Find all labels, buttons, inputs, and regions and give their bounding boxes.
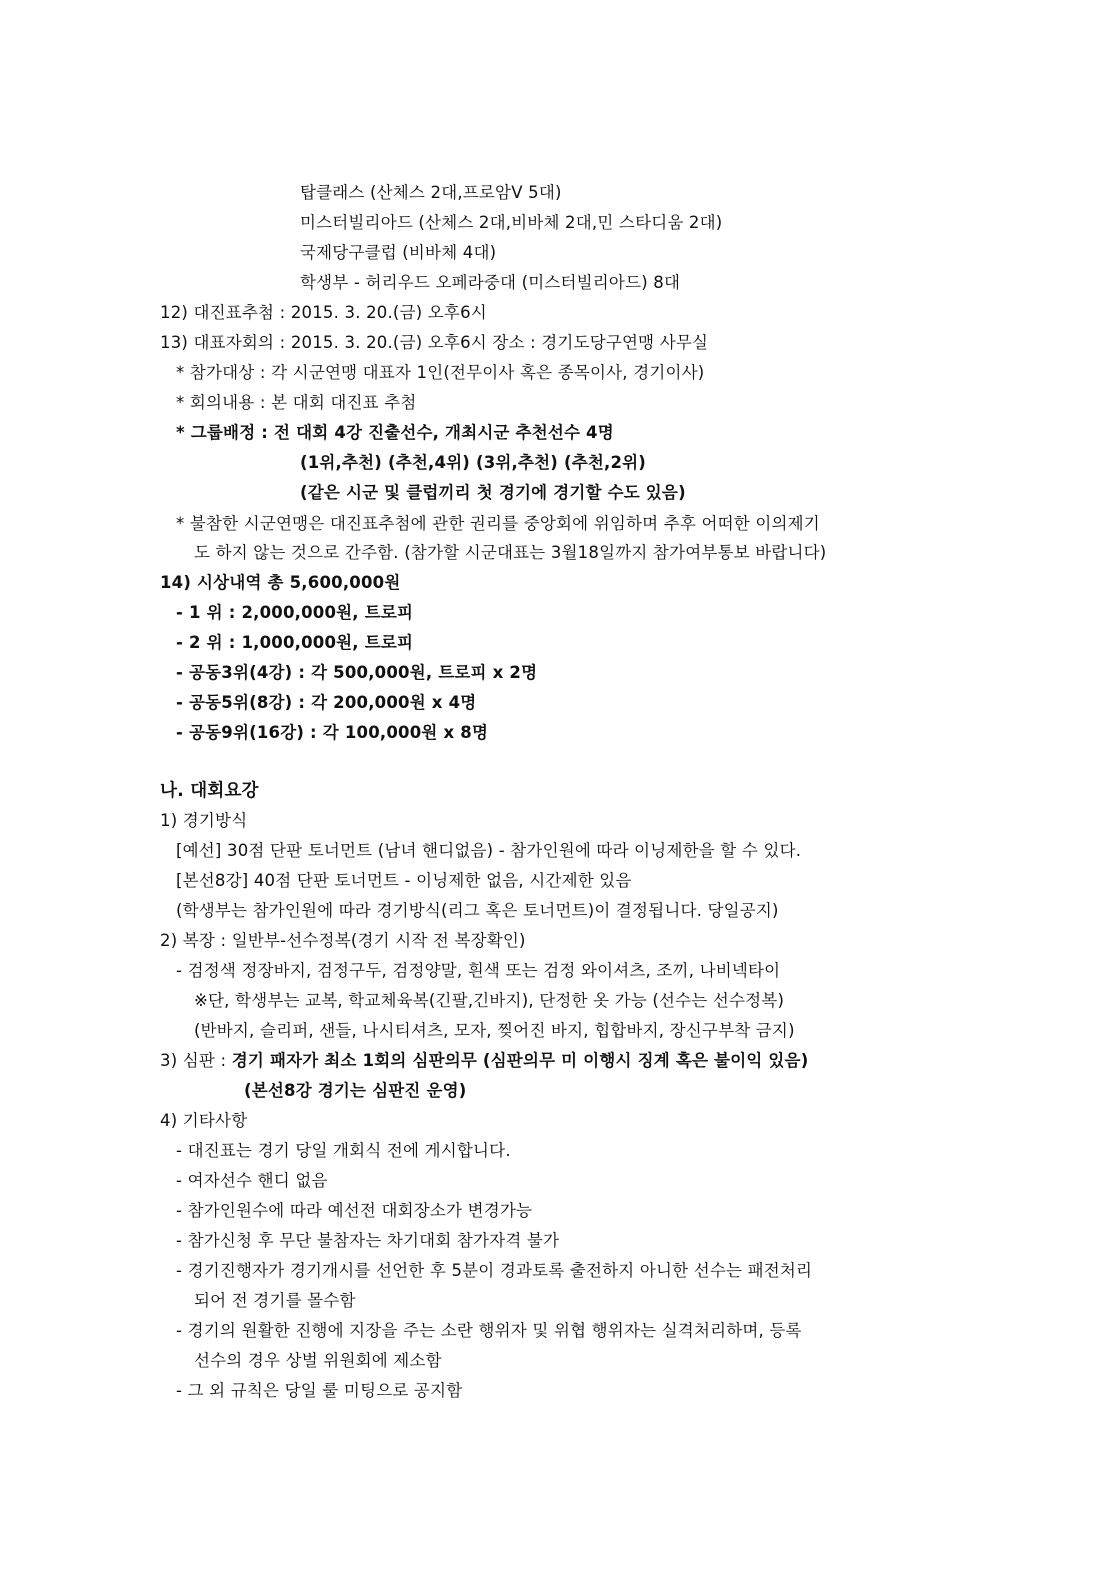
s4-title: 4) 기타사항 — [160, 1111, 248, 1130]
s4-item: - 경기의 원활한 진행에 지장을 주는 소란 행위자 및 위협 행위자는 실격처리하며, 등록 — [176, 1321, 802, 1340]
venue-mr-billiard: 미스터빌리아드 (산체스 2대,비바체 2대,민 스타디움 2대) — [300, 213, 723, 232]
item-12-draw-date: 12) 대진표추첨 : 2015. 3. 20.(금) 오후6시 — [160, 303, 487, 322]
venue-top-class: 탑클래스 (산체스 2대,프로암V 5대) — [300, 183, 562, 202]
s2-student-note: ※단, 학생부는 교복, 학교체육복(긴팔,긴바지), 단정한 옷 가능 (선수는 선수정복) — [194, 991, 785, 1010]
group-assignment: * 그룹배정 : 전 대회 4강 진출선수, 개최시군 추천선수 4명 — [176, 423, 614, 442]
s4-item: - 여자선수 핸디 없음 — [176, 1171, 328, 1190]
s3-referee-duty: 경기 패자가 최소 1회의 심판의무 (심판의무 미 이행시 징계 혹은 불이익 있음) — [231, 1051, 809, 1070]
meeting-content: * 회의내용 : 본 대회 대진표 추첨 — [176, 393, 417, 412]
prize-1st: - 1 위 : 2,000,000원, 트로피 — [176, 603, 414, 622]
item-14-prize-title: 14) 시상내역 총 5,600,000원 — [160, 573, 401, 592]
section-heading-na: 나. 대회요강 — [160, 781, 259, 801]
s4-item: - 참가인원수에 따라 예선전 대회장소가 변경가능 — [176, 1201, 533, 1220]
absent-notice-line-1: * 불참한 시군연맹은 대진표추첨에 관한 권리를 중앙회에 위임하며 추후 어떠한 이의제기 — [176, 514, 820, 533]
item-13-meeting: 13) 대표자회의 : 2015. 3. 20.(금) 오후6시 장소 : 경기도당구연맹 사무실 — [160, 333, 709, 352]
s3-note: (본선8강 경기는 심판진 운영) — [244, 1081, 467, 1100]
prize-2nd: - 2 위 : 1,000,000원, 트로피 — [176, 633, 414, 652]
s2-prohibited: (반바지, 슬리퍼, 샌들, 나시티셔츠, 모자, 찢어진 바지, 힙합바지, 장신구부착 금지) — [194, 1021, 795, 1040]
group-order: (1위,추천) (추천,4위) (3위,추천) (추천,2위) — [300, 453, 647, 472]
s4-item: - 경기진행자가 경기개시를 선언한 후 5분이 경과토록 출전하지 아니한 선수는 패전처리 — [176, 1261, 813, 1280]
s4-item-continued: 되어 전 경기를 몰수함 — [194, 1291, 356, 1310]
absent-notice-line-2: 도 하지 않는 것으로 간주함. (참가할 시군대표는 3월18일까지 참가여부통보 바랍니다) — [194, 543, 827, 562]
prize-3rd: - 공동3위(4강) : 각 500,000원, 트로피 x 2명 — [176, 663, 538, 682]
s3-referee-line — [160, 1050, 808, 1072]
s2-title: 2) 복장 : 일반부-선수정복(경기 시작 전 복장확인) — [160, 931, 526, 950]
s2-dress-items: - 검정색 정장바지, 검정구두, 검정양말, 흰색 또는 검정 와이셔츠, 조끼, 나비넥타이 — [176, 961, 781, 980]
s4-item: - 참가신청 후 무단 불참자는 차기대회 참가자격 불가 — [176, 1231, 560, 1250]
s1-title: 1) 경기방식 — [160, 811, 248, 830]
s1-student-note: (학생부는 참가인원에 따라 경기방식(리그 혹은 토너먼트)이 결정됩니다. 당일공지) — [176, 901, 779, 920]
meeting-participants: * 참가대상 : 각 시군연맹 대표자 1인(전무이사 혹은 종목이사, 경기이사) — [176, 363, 705, 382]
venue-intl-club: 국제당구클럽 (비바체 4대) — [300, 243, 497, 262]
venue-student: 학생부 - 허리우드 오페라중대 (미스터빌리아드) 8대 — [300, 273, 681, 292]
group-note: (같은 시군 및 클럽끼리 첫 경기에 경기할 수도 있음) — [300, 483, 686, 502]
s1-finals: [본선8강] 40점 단판 토너먼트 - 이닝제한 없음, 시간제한 있음 — [176, 871, 632, 890]
s4-item: - 그 외 규칙은 당일 룰 미팅으로 공지함 — [176, 1381, 463, 1400]
prize-9th: - 공동9위(16강) : 각 100,000원 x 8명 — [176, 723, 489, 742]
prize-5th: - 공동5위(8강) : 각 200,000원 x 4명 — [176, 693, 477, 712]
s4-item: - 대진표는 경기 당일 개회식 전에 게시합니다. — [176, 1141, 511, 1160]
s1-preliminary: [예선] 30점 단판 토너먼트 (남녀 핸디없음) - 참가인원에 따라 이닝제한을 할 수 있다. — [176, 841, 802, 860]
s3-prefix: 3) 심판 : — [160, 1051, 232, 1070]
s4-item-continued: 선수의 경우 상벌 위원회에 제소함 — [194, 1351, 442, 1370]
